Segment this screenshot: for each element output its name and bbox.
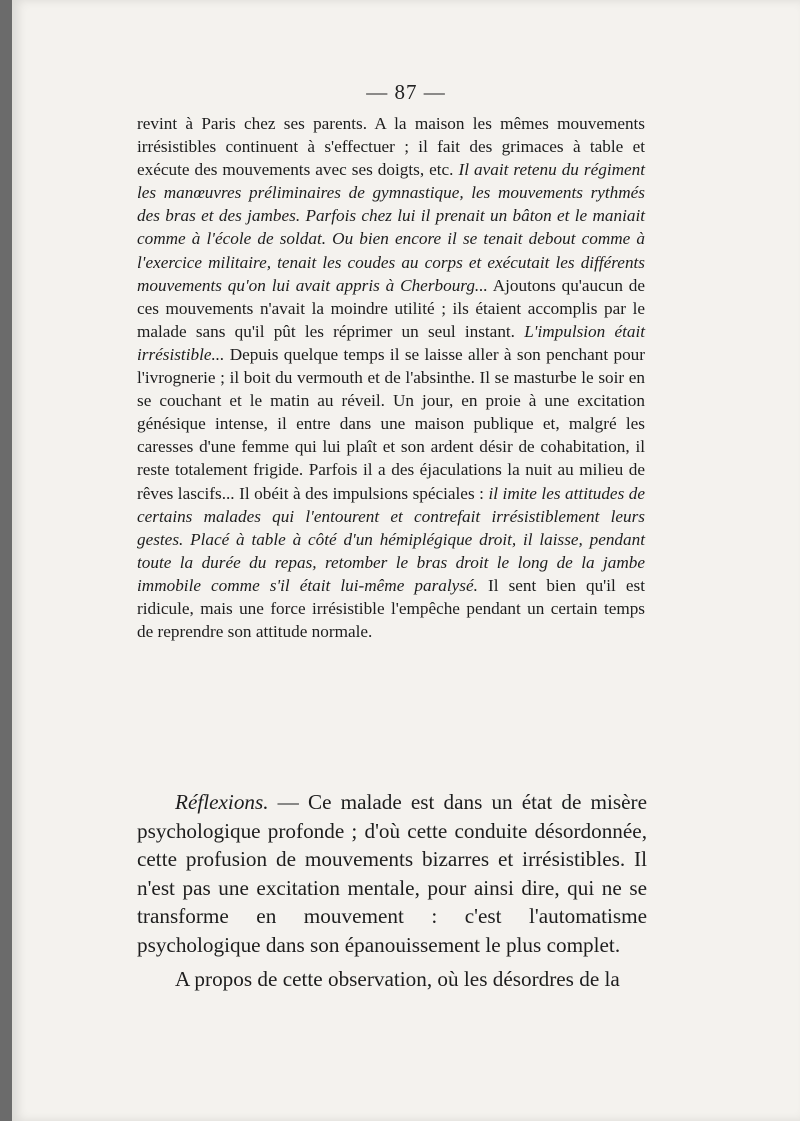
reflexions-heading: Réflexions.	[175, 790, 269, 814]
text-run-0: revint à Paris chez ses parents. A la maison les mêmes mouvements irrésistibles continuent à s'effectuer ; il fait des grimaces à table et exécute des mouvements avec ses doigts, etc.	[137, 114, 645, 180]
case-paragraph	[137, 112, 645, 643]
page-number: — 87 —	[366, 80, 446, 104]
italic-run-5: il imite les attitudes de certains malades qui l'entourent et contrefait irrésistiblement leurs gestes. Placé à table à côté d'un hémiplégique droit, il laisse, pendant toute la durée du repas, retomber le bras droit le long de la jambe immobile comme s'il était lui-même paralysé.	[137, 483, 646, 595]
italic-run-3: L'impulsion était irrésistible...	[137, 321, 646, 364]
reflexions-section	[137, 788, 647, 994]
next-paragraph: A propos de cette observation, où les désordres de la	[175, 967, 620, 991]
reflexions-paragraph	[137, 788, 647, 959]
italic-run-1: Il avait retenu du régiment les manœuvres préliminaires de gymnastique, les mouvements rythmés des bras et des jambes. Parfois chez lui il prenait un bâton et le maniait comme à l'école de soldat. Ou bien encore il se tenait debout comme à l'exercice militaire, tenait les coudes au corps et exécutait les différents mouvements qu'on lui avait appris à Cherbourg...	[137, 160, 645, 295]
book-page	[12, 0, 800, 1121]
reflexions-text: — Ce malade est dans un état de misère psychologique profonde ; d'où cette conduite désordonnée, cette profusion de mouvements bizarres et irrésistibles. Il n'est pas une excitation mentale, pour ainsi dire, qui ne se transforme en mouvement : c'est l'automatisme psychologique dans son épanouissement le plus complet.	[137, 790, 647, 957]
case-text-block	[137, 112, 645, 643]
text-run-2: Ajoutons qu'aucun de ces mouvements n'avait la moindre utilité ; ils étaient accomplis par le malade sans qu'il pût les réprimer un seul instant.	[137, 275, 645, 341]
text-run-6: Il sent bien qu'il est ridicule, mais une force irrésistible l'empêche pendant un certain temps de reprendre son attitude normale.	[137, 575, 645, 642]
text-run-4: Depuis quelque temps il se laisse aller à son penchant pour l'ivrognerie ; il boit du vermouth et de l'absinthe. Il se masturbe le soir en se couchant et le matin au réveil. Un jour, en proie à une excitation génésique intense, il entre dans une maison publique et, malgré les caresses d'une femme qui lui plaît et son ardent désir de cohabitation, il reste totalement frigide. Parfois il a des éjaculations la nuit au milieu de rêves lascifs... Il obéit à des impulsions spéciales :	[137, 344, 645, 503]
